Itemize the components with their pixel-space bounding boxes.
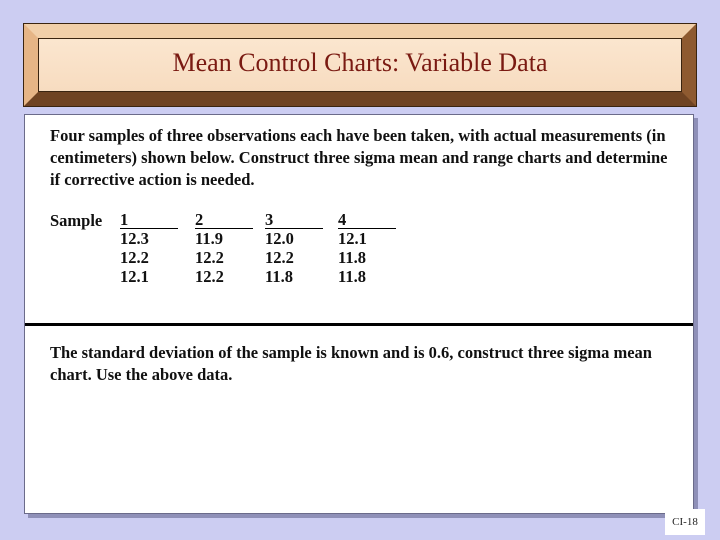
measurement-value: 11.8 — [265, 267, 293, 286]
sample-column-1 — [120, 211, 178, 286]
sample-column-2 — [195, 211, 253, 286]
measurement-value: 12.1 — [120, 267, 149, 286]
title-frame — [24, 24, 696, 106]
measurement-value: 12.2 — [265, 248, 294, 267]
sample-header: 4 — [338, 211, 396, 229]
section-divider — [25, 323, 693, 326]
sample-column-4 — [338, 211, 396, 286]
slide-title: Mean Control Charts: Variable Data — [172, 48, 548, 77]
measurement-value: 12.2 — [120, 248, 149, 267]
title-plate — [38, 38, 682, 92]
measurement-value: 12.0 — [265, 229, 294, 248]
slide-number: CI-18 — [665, 509, 705, 535]
measurement-value: 12.2 — [195, 267, 224, 286]
measurement-value: 11.9 — [195, 229, 223, 248]
measurement-value: 12.1 — [338, 229, 367, 248]
content-panel — [24, 114, 694, 514]
sample-header: 2 — [195, 211, 253, 229]
problem-statement-2: The standard deviation of the sample is known and is 0.6, construct three sigma mean chart. Use the above data. — [50, 343, 652, 384]
sample-header: 3 — [265, 211, 323, 229]
measurement-value: 12.2 — [195, 248, 224, 267]
sample-row-label: Sample — [50, 211, 103, 230]
problem-statement-1: Four samples of three observations each have been taken, with actual measurements (in centimeters) shown below. Construct three sigma mean and range charts and determine if corrective action is needed. — [50, 126, 668, 189]
measurement-value: 11.8 — [338, 267, 366, 286]
measurement-value: 12.3 — [120, 229, 149, 248]
sample-column-3 — [265, 211, 323, 286]
measurement-value: 11.8 — [338, 248, 366, 267]
sample-header: 1 — [120, 211, 178, 229]
